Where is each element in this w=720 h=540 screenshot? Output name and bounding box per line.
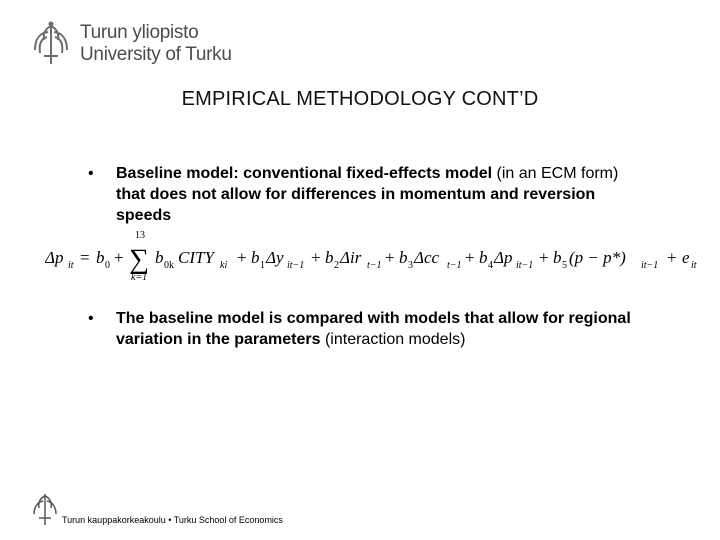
eq-plus-0: + [114,248,124,267]
eq-term6-var-sub: it−1 [641,260,659,271]
logo-finnish-name: Turun yliopisto [80,22,199,43]
eq-term1-var-sub: ki [220,260,228,271]
bullet-2-part-2: (interaction models) [320,331,466,348]
bullet-2-part-1: The baseline model is compared with models that allow for regional variation in the parameters [116,310,631,348]
eq-plus-4: + [465,248,475,267]
eq-term6-coef-sub: 5 [562,260,567,271]
eq-term2-var: Δy [266,248,284,267]
eq-term3-coef: b [325,248,334,267]
eq-sum-upper: 13 [135,230,145,241]
bullet-1-part-1: Baseline model: conventional fixed-effects model [116,165,493,182]
eq-plus-5: + [539,248,549,267]
eq-b0-sub: 0 [105,260,110,271]
eq-plus-1: + [237,248,247,267]
eq-term2-coef: b [251,248,260,267]
eq-term3-var-sub: t−1 [367,260,382,271]
footer-text: Turun kauppakorkeakoulu • Turku School of Economics [62,515,283,525]
bullet-marker-2: • [88,310,94,327]
eq-term4-var: Δcc [414,248,440,267]
eq-term7-sub: it [691,260,697,271]
eq-term2-coef-sub: 1 [260,260,265,271]
university-logo [26,20,232,66]
bullet-1-part-3: that does not allow for differences in momentum and reversion speeds [116,186,596,224]
eq-term1-coef-sub: 0k [164,260,174,271]
bullet-1-part-2: (in an ECM form) [492,165,619,182]
baseline-model-equation [45,228,705,284]
eq-term5-var-sub: it−1 [516,260,534,271]
footer-crest-icon [30,492,60,526]
eq-b0: b [96,248,105,267]
eq-term3-coef-sub: 2 [334,260,339,271]
eq-plus-2: + [311,248,321,267]
eq-plus-6: + [667,248,677,267]
eq-sum-lower: k=1 [131,272,148,283]
eq-term1-coef: b [155,248,164,267]
logo-english-name: University of Turku [80,44,232,65]
eq-term3-var: Δir [340,248,362,267]
bullet-text-2 [116,308,636,350]
eq-term5-var: Δp [494,248,513,267]
eq-equals: = [80,248,90,267]
eq-term6-coef: b [553,248,562,267]
slide-title: EMPIRICAL METHODOLOGY CONT’D [181,88,539,110]
eq-term1-var: CITY [178,248,214,267]
bullet-marker-1: • [88,165,94,182]
eq-lhs-sub: it [68,260,74,271]
eq-term4-coef: b [399,248,408,267]
eq-term4-coef-sub: 3 [408,260,413,271]
eq-term5-coef: b [479,248,488,267]
eq-lhs: Δp [45,248,64,267]
bullet-text-1 [116,163,636,226]
eq-term6-var: (p − p*) [569,248,626,267]
eq-term5-coef-sub: 4 [488,260,493,271]
eq-term4-var-sub: t−1 [447,260,462,271]
eq-term2-var-sub: it−1 [287,260,305,271]
eq-sigma: ∑ [129,244,149,275]
eq-plus-3: + [385,248,395,267]
university-crest-icon [26,20,76,66]
eq-term7: e [682,248,690,267]
footer [30,492,283,526]
